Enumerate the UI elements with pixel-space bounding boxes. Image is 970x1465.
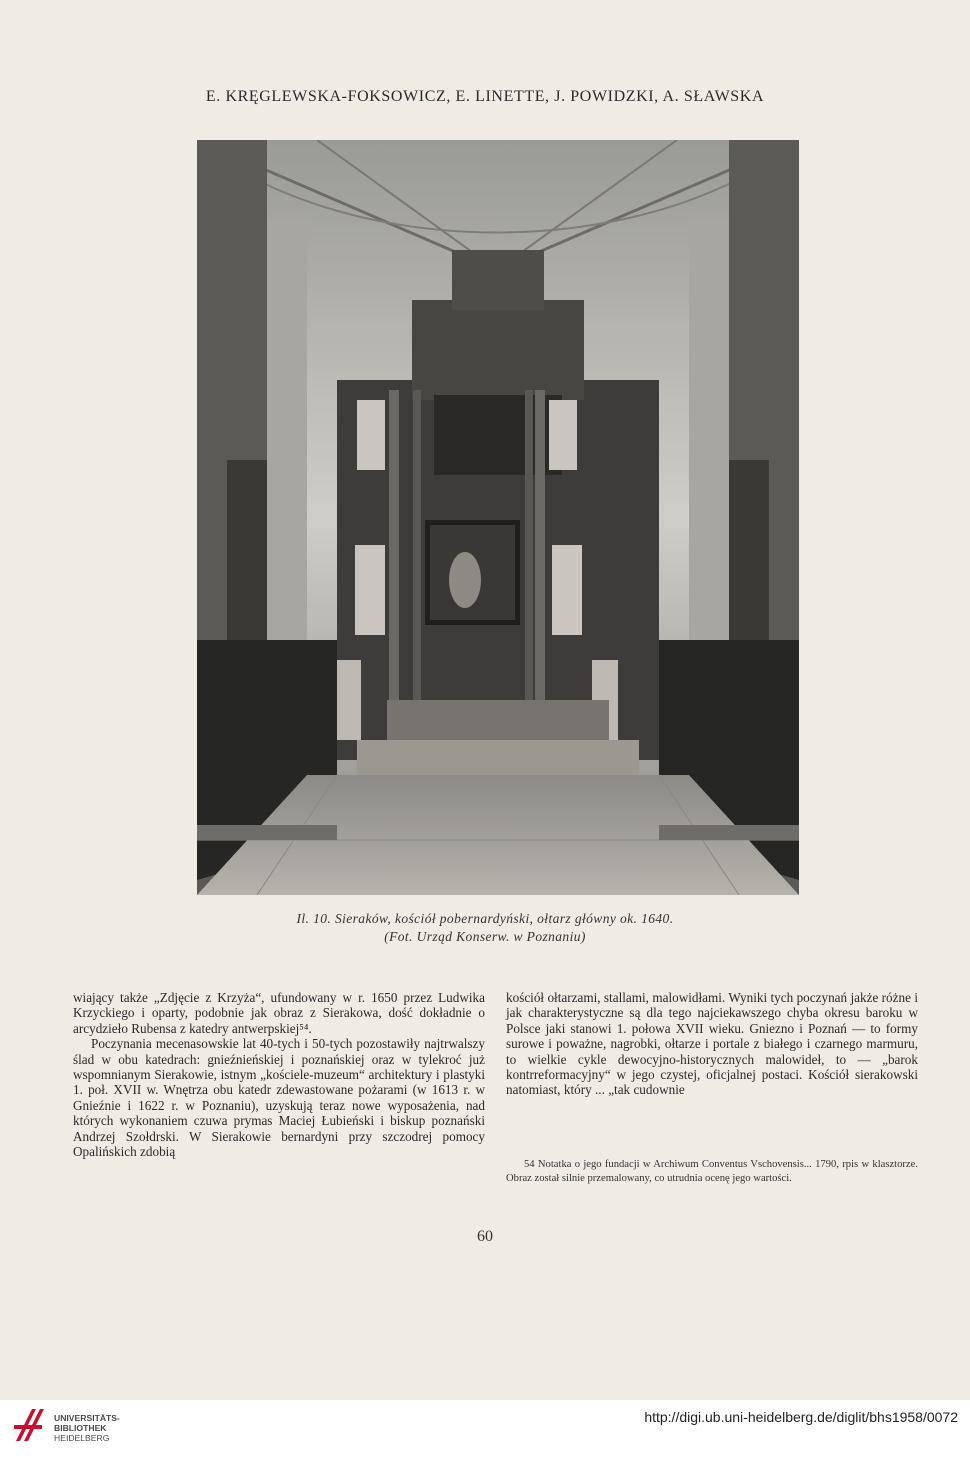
footnote-text: Notatka o jego fundacji w Archiwum Conventus Vschovensis... 1790, rpis w klasztorze. Obraz został silnie przemalowany, co utrudnia ocenę jego wartości.: [506, 1159, 918, 1184]
running-header-authors: E. KRĘGLEWSKA-FOKSOWICZ, E. LINETTE, J. POWIDZKI, A. SŁAWSKA: [205, 88, 765, 105]
altar-photograph: [197, 140, 799, 895]
footnote-number: 54: [524, 1159, 535, 1170]
library-logo-icon: [12, 1405, 48, 1445]
paragraph: Poczynania mecenasowskie lat 40-tych i 50-tych pozostawiły najtrwalszy ślad w obu katedrach: gnieźnieńskiej i poznańskiej oraz w tylekroć już wspomnianym Sierakowie, istnym „kościele-muzeum“ architektury i plastyki 1. poł. XVII w. Wnętrza obu katedr zdewastowane pożarami (w 1613 r. w Gnieźnie i 1622 r. w Poznaniu), uzyskują teraz nowe wyposażenia, nad których wykonaniem czuwa prymas Maciej Łubieński i biskup poznański Andrzej Szołdrski. W Sierakowie bernardyni przy szczodrej pomocy Opalińskich zdobią: [73, 1036, 485, 1160]
paragraph: wiający także „Zdjęcie z Krzyża“, ufundowany w r. 1650 przez Ludwika Krzyckiego i oparty, podobnie jak obraz z Sierakowa, dość dokładnie o arcydzieło Rubensa z katedry antwerpskiej⁵⁴.: [73, 990, 485, 1036]
permalink-url[interactable]: http://digi.ub.uni-heidelberg.de/diglit/bhs1958/0072: [644, 1409, 958, 1425]
caption-title: Il. 10. Sieraków, kościół pobernardyński, ołtarz główny ok. 1640.: [296, 911, 674, 926]
library-logo[interactable]: [12, 1405, 152, 1445]
figure-caption: [0, 910, 970, 946]
text-column-left: [73, 990, 485, 1159]
logo-line: BIBLIOTHEK: [54, 1423, 107, 1433]
footnote: [506, 1158, 918, 1185]
text-column-right: [506, 990, 918, 1098]
library-logo-text: [54, 1413, 120, 1443]
paragraph: kościół ołtarzami, stallami, malowidłami. Wyniki tych poczynań jakże różne i jak charakterystyczne są dla tego najciekawszego chyba okresu baroku w Polsce jaki stanowi 1. połowa XVII wieku. Gniezno i Poznań — to formy surowe i poważne, nagrobki, ołtarze i portale z białego i czarnego marmuru, to wielkie cykle dewocyjno-historycznych malowideł, to — „barok kontrreformacyjny“ w jego czystej, oficjalnej postaci. Kościół sierakowski natomiast, który ... „tak cudownie: [506, 990, 918, 1098]
logo-line: UNIVERSITÄTS-: [54, 1413, 120, 1423]
page-number: 60: [477, 1228, 493, 1245]
logo-line: HEIDELBERG: [54, 1433, 110, 1443]
caption-credit: (Fot. Urząd Konserw. w Poznaniu): [384, 929, 586, 944]
